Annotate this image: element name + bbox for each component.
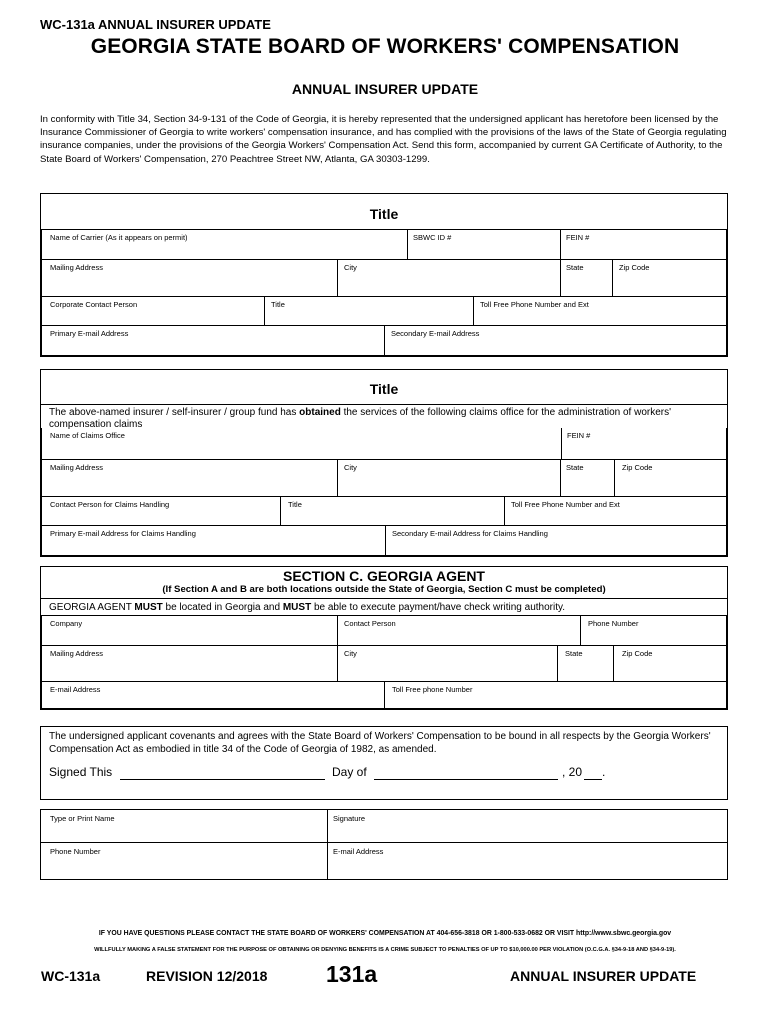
city-b-field[interactable] (337, 459, 561, 497)
section-c-requirement (49, 602, 565, 613)
fein-b-field[interactable] (561, 428, 727, 460)
toll-free-b-field[interactable] (504, 496, 727, 526)
city-c-label: City (344, 649, 357, 658)
covenant-box (40, 726, 728, 800)
title-a-field[interactable] (264, 296, 474, 326)
footer-big-code: 131a (326, 961, 378, 987)
fein-a-label: FEIN # (566, 233, 590, 242)
primary-email-a-field[interactable] (41, 325, 385, 356)
primary-email-a-label: Primary E-mail Address (50, 329, 129, 338)
state-b-label: State (566, 463, 584, 472)
city-c-field[interactable] (337, 645, 558, 682)
footer-form-name: ANNUAL INSURER UPDATE (510, 968, 697, 984)
penalty-warning: WILLFULLY MAKING A FALSE STATEMENT FOR THE PURPOSE OF OBTAINING OR DENYING BENEFITS IS A CRIME SUBJECT TO PENALTIES OF UP TO $10,000.00 PER VIOLATION (O.C.G.A. §34-9-18 AND §34-9-19). (94, 947, 676, 953)
toll-free-a-field[interactable] (473, 296, 727, 326)
year-prefix: , 20 (562, 765, 583, 779)
zip-b-field[interactable] (614, 459, 727, 497)
city-a-label: City (344, 263, 357, 272)
secondary-email-a-label: Secondary E-mail Address (391, 329, 480, 338)
signed-this-line[interactable] (120, 779, 325, 780)
title-a-label: Title (271, 300, 285, 309)
section-c-divider (41, 598, 727, 599)
covenant-text: The undersigned applicant covenants and agrees with the State Board of Workers' Compensation to be bound in all respects by the Georgia Workers' Compensation Act as embodied in title 34 of the Code of Georgia of 1982, as amended. (49, 731, 711, 755)
contact-person-a-label: Corporate Contact Person (50, 300, 138, 309)
email-c-label: E-mail Address (50, 685, 101, 694)
req-must-1: MUST (134, 602, 163, 613)
agency-title: GEORGIA STATE BOARD OF WORKERS' COMPENSATION (90, 35, 680, 58)
claims-office-name-label: Name of Claims Office (50, 431, 125, 440)
req-part-2: be located in Georgia and (162, 602, 283, 613)
state-c-label: State (565, 649, 583, 658)
state-c-field[interactable] (557, 645, 614, 682)
zip-a-label: Zip Code (619, 263, 650, 272)
section-b-statement (49, 407, 719, 430)
email-sig-label: E-mail Address (333, 847, 384, 856)
carrier-name-label: Name of Carrier (As it appears on permit) (50, 233, 188, 242)
city-a-field[interactable] (337, 259, 561, 297)
carrier-name-field[interactable] (41, 229, 408, 260)
zip-a-field[interactable] (612, 259, 727, 297)
sbwc-id-field[interactable] (407, 229, 561, 260)
city-b-label: City (344, 463, 357, 472)
title-b-label: Title (288, 500, 302, 509)
email-sig-field[interactable] (327, 842, 728, 880)
mailing-address-c-field[interactable] (41, 645, 338, 682)
title-b-field[interactable] (280, 496, 505, 526)
statement-bold: obtained (299, 407, 341, 418)
phone-c-field[interactable] (580, 615, 727, 646)
primary-email-b-label: Primary E-mail Address for Claims Handling (50, 529, 196, 538)
toll-free-a-label: Toll Free Phone Number and Ext (480, 300, 589, 309)
state-b-field[interactable] (560, 459, 615, 497)
intro-paragraph: In conformity with Title 34, Section 34-9-131 of the Code of Georgia, it is hereby represented that the undersigned applicant has heretofore been licensed by the Insurance Commissioner of Georgia to write workers' compensation insurance, and has complied with the provisions of the laws of the State of Georgia regulating insurance companies, under the provisions of the Georgia Workers' Compensation Act. Send this form, accompanied by current GA Certificate of Authority, to the State Board of Workers' Compensation, 270 Peachtree Street NW, Atlanta, GA 30303-1299. (40, 114, 727, 165)
print-name-field[interactable] (40, 809, 328, 843)
section-c-subtitle: (If Section A and B are both locations outside the State of Georgia, Section C must be completed) (162, 584, 606, 595)
phone-sig-field[interactable] (40, 842, 328, 880)
company-field[interactable] (41, 615, 338, 646)
state-a-field[interactable] (560, 259, 613, 297)
secondary-email-b-label: Secondary E-mail Address for Claims Handling (392, 529, 548, 538)
phone-sig-label: Phone Number (50, 847, 101, 856)
toll-free-c-label: Toll Free phone Number (392, 685, 473, 694)
fein-b-label: FEIN # (567, 431, 591, 440)
secondary-email-a-field[interactable] (384, 325, 727, 356)
email-c-field[interactable] (41, 681, 385, 709)
contact-person-b-field[interactable] (41, 496, 281, 526)
mailing-address-a-field[interactable] (41, 259, 338, 297)
toll-free-c-field[interactable] (384, 681, 727, 709)
day-of-line[interactable] (374, 779, 558, 780)
footer-revision: REVISION 12/2018 (146, 968, 268, 984)
form-code-title: WC-131a ANNUAL INSURER UPDATE (40, 17, 271, 32)
fein-a-field[interactable] (560, 229, 727, 260)
contact-person-b-label: Contact Person for Claims Handling (50, 500, 170, 509)
day-of-label: Day of (332, 765, 367, 779)
secondary-email-b-field[interactable] (385, 525, 727, 556)
mailing-address-c-label: Mailing Address (50, 649, 103, 658)
statement-pre: The above-named insurer / self-insurer / group fund has (49, 407, 300, 418)
claims-office-name-field[interactable] (41, 428, 562, 460)
phone-c-label: Phone Number (588, 619, 639, 628)
contact-person-c-label: Contact Person (344, 619, 396, 628)
section-b-divider (41, 404, 727, 405)
section-b-title: Title (369, 381, 399, 397)
contact-person-a-field[interactable] (41, 296, 265, 326)
questions-notice: IF YOU HAVE QUESTIONS PLEASE CONTACT THE STATE BOARD OF WORKERS' COMPENSATION AT 404-656-3818 OR 1-800-533-0682 OR VISIT http://www.sbwc.georgia.gov (98, 930, 672, 937)
signed-this-label: Signed This (49, 765, 113, 779)
form-title: ANNUAL INSURER UPDATE (291, 81, 479, 97)
section-a-title: Title (369, 206, 399, 222)
primary-email-b-field[interactable] (41, 525, 386, 556)
req-must-2: MUST (282, 602, 312, 613)
zip-b-label: Zip Code (622, 463, 653, 472)
sbwc-id-label: SBWC ID # (413, 233, 452, 242)
req-part-1: GEORGIA AGENT (49, 602, 135, 613)
mailing-address-b-field[interactable] (41, 459, 338, 497)
zip-c-field[interactable] (613, 645, 727, 682)
footer-form-code: WC-131a (41, 968, 101, 984)
mailing-address-a-label: Mailing Address (50, 263, 103, 272)
year-line[interactable] (584, 779, 602, 780)
zip-c-label: Zip Code (622, 649, 653, 658)
company-label: Company (50, 619, 83, 628)
section-c-title: SECTION C. GEORGIA AGENT (283, 568, 485, 584)
year-suffix: . (602, 765, 606, 779)
print-name-label: Type or Print Name (50, 814, 115, 823)
statement-post: the services of the following claims office for the administration of workers' compensation claims (49, 407, 672, 430)
mailing-address-b-label: Mailing Address (50, 463, 103, 472)
toll-free-b-label: Toll Free Phone Number and Ext (511, 500, 620, 509)
state-a-label: State (566, 263, 584, 272)
signature-field[interactable] (327, 809, 728, 843)
signature-label: Signature (333, 814, 366, 823)
req-part-3: be able to execute payment/have check writing authority. (311, 602, 566, 613)
contact-person-c-field[interactable] (337, 615, 581, 646)
